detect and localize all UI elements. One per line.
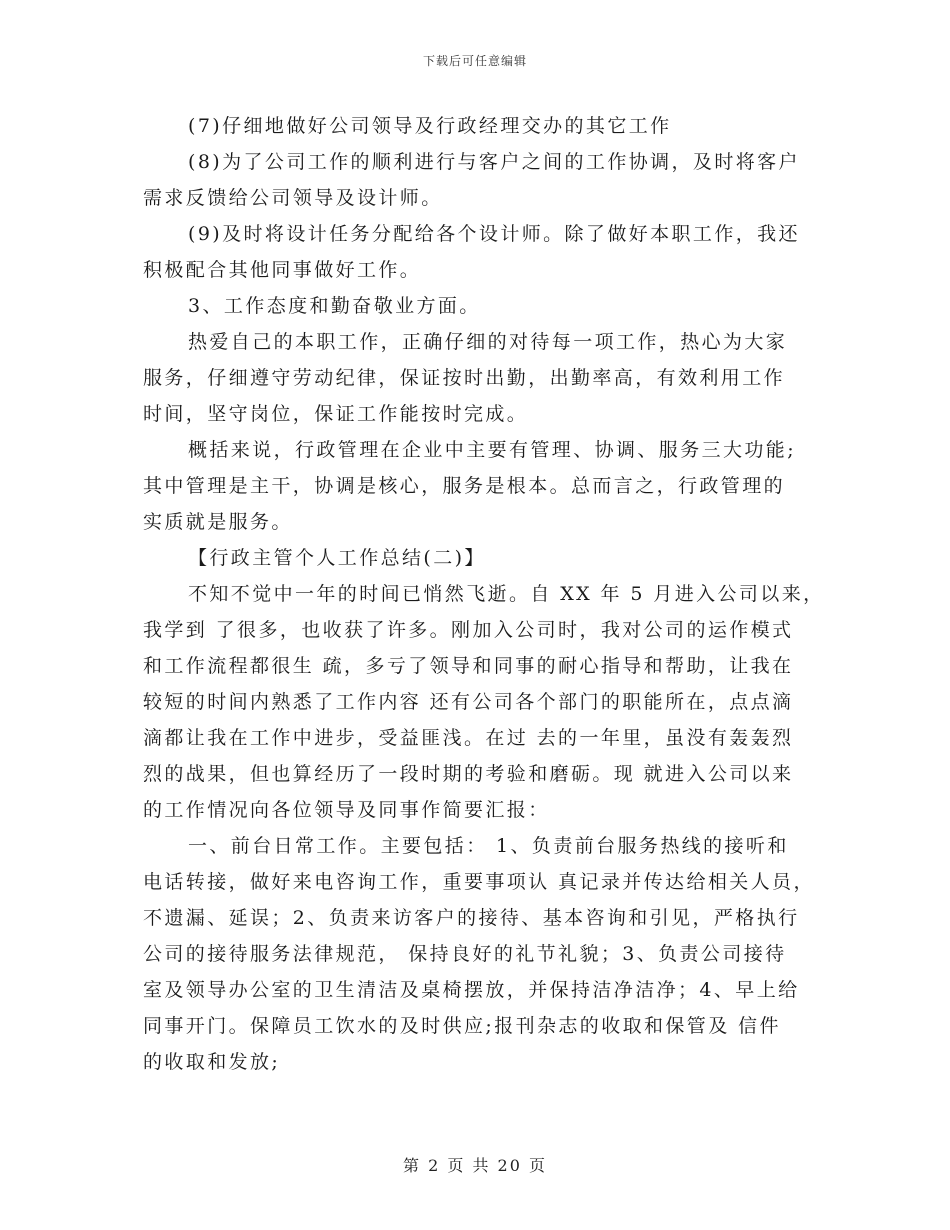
text-line: 较短的时间内熟悉了工作内容 还有公司各个部门的职能所在，点点滴 (143, 691, 794, 713)
text-line: 电话转接，做好来电咨询工作，重要事项认 真记录并传达给相关人员， (143, 871, 815, 893)
text-line: 和工作流程都很生 疏，多亏了领导和同事的耐心指导和帮助，让我在 (143, 655, 794, 677)
text-line: (8)为了公司工作的顺利进行与客户之间的工作协调，及时将客户 (188, 151, 800, 173)
text-line: 热爱自己的本职工作，正确仔细的对待每一项工作，热心为大家 (188, 331, 788, 353)
text-line: 烈的战果，但也算经历了一段时期的考验和磨砺。现 就进入公司以来 (143, 763, 794, 785)
text-line: 概括来说，行政管理在企业中主要有管理、协调、服务三大功能; (188, 439, 797, 461)
text-line: 时间，坚守岗位，保证工作能按时完成。 (143, 403, 529, 425)
text-line: 其中管理是主干，协调是核心，服务是根本。总而言之，行政管理的 (143, 475, 786, 497)
text-line: 服务，仔细遵守劳动纪律，保证按时出勤，出勤率高，有效利用工作 (143, 367, 786, 389)
page-header: 下载后可任意编辑 (422, 54, 527, 68)
text-line: 的收取和发放; (143, 1051, 281, 1073)
text-line: 3、工作态度和勤奋敬业方面。 (188, 295, 481, 317)
text-line: 我学到 了很多，也收获了许多。刚加入公司时，我对公司的运作模式 (143, 619, 794, 641)
text-line: (7)仔细地做好公司领导及行政经理交办的其它工作 (188, 115, 672, 137)
text-line: 滴都让我在工作中进步，受益匪浅。在过 去的一年里，虽没有轰轰烈 (143, 727, 794, 749)
page-footer: 第 2 页 共 20 页 (403, 1156, 547, 1175)
document-body (143, 108, 823, 1080)
text-line: 室及领导办公室的卫生清洁及桌椅摆放，并保持洁净洁净；4、早上给 (143, 979, 800, 1001)
text-line: 不知不觉中一年的时间已悄然飞逝。自 XX 年 5 月进入公司以来， (188, 583, 825, 605)
text-line: 不遗漏、延误；2、负责来访客户的接待、基本咨询和引见，严格执行 (143, 907, 800, 929)
text-line: 需求反馈给公司领导及设计师。 (143, 187, 443, 209)
text-line: 同事开门。保障员工饮水的及时供应;报刊杂志的收取和保管及 信件 (143, 1015, 781, 1037)
text-line: 的工作情况向各位领导及同事作简要汇报： (143, 799, 550, 821)
text-line: 积极配合其他同事做好工作。 (143, 259, 422, 281)
text-line: 一、前台日常工作。主要包括： 1、负责前台服务热线的接听和 (188, 835, 789, 857)
text-line: 公司的接待服务法律规范， 保持良好的礼节礼貌；3、负责公司接待 (143, 943, 787, 965)
text-line: 实质就是服务。 (143, 511, 293, 533)
text-line: 【行政主管个人工作总结(二)】 (188, 547, 486, 569)
text-line: (9)及时将设计任务分配给各个设计师。除了做好本职工作，我还 (188, 223, 800, 245)
